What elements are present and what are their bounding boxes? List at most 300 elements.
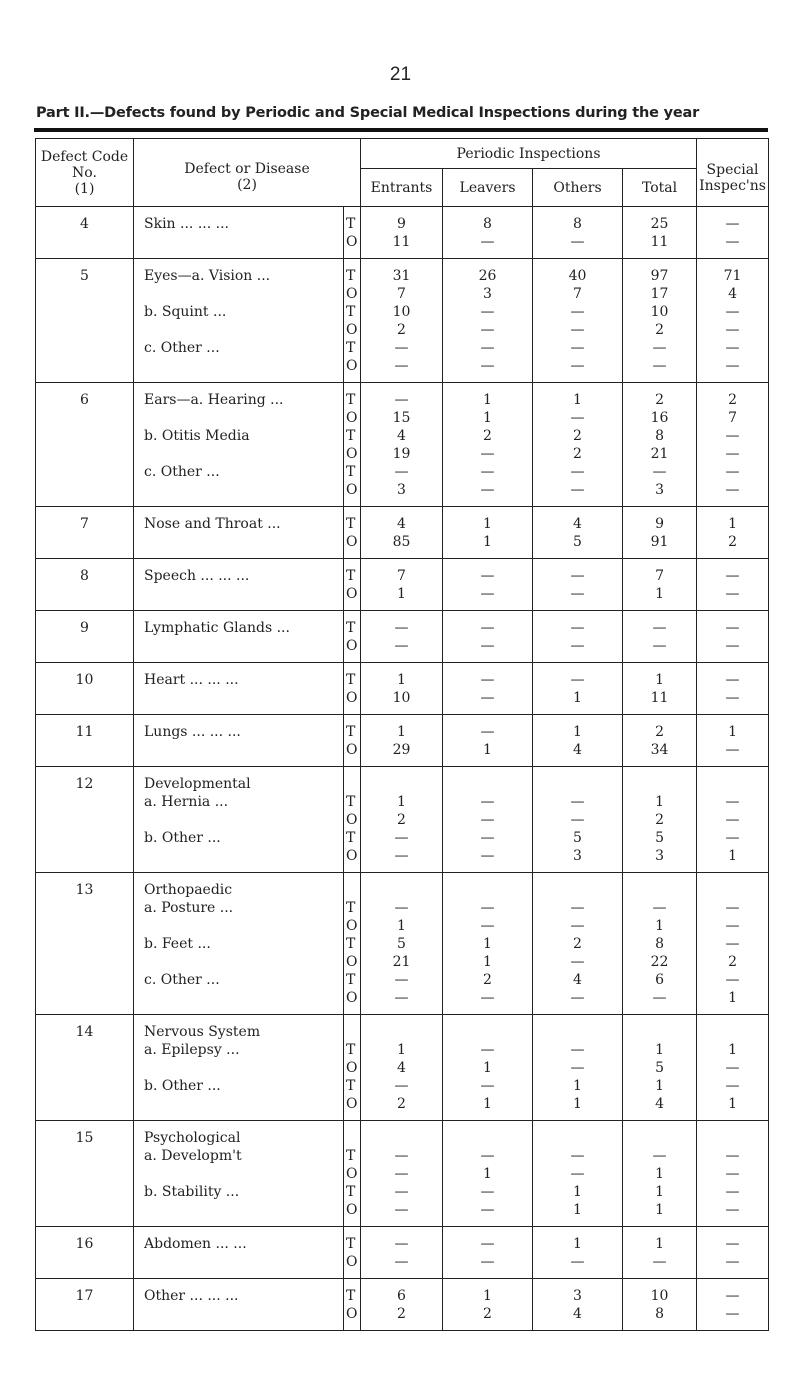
total-value: — (652, 990, 667, 1006)
spacer (443, 775, 532, 793)
type-marker: T (346, 268, 356, 284)
defect-label: Nose and Throat ... (144, 516, 281, 532)
spacer (361, 775, 442, 793)
defect-label-cell (134, 767, 344, 873)
special-value: 1 (728, 848, 737, 864)
defect-code-cell (36, 507, 134, 559)
defect-label: Ears—a. Hearing ... (144, 392, 284, 408)
total-value: 2 (655, 392, 664, 408)
table-row (36, 259, 769, 383)
special-value: — (725, 1078, 740, 1094)
spacer (344, 1023, 360, 1041)
defect-code-cell (36, 611, 134, 663)
total-value: 1 (655, 672, 664, 688)
total-value: 1 (655, 1236, 664, 1252)
leavers-cell (443, 1121, 533, 1227)
total-value: 17 (650, 286, 669, 302)
total-value: 5 (655, 1060, 664, 1076)
leavers-value: 1 (483, 534, 492, 550)
leavers-value: — (480, 586, 495, 602)
defect-label-cell (134, 663, 344, 715)
group-heading: Psychological (144, 1130, 241, 1146)
defect-code-cell (36, 383, 134, 507)
defect-label: b. Otitis Media (144, 428, 250, 444)
total-value: 3 (655, 482, 664, 498)
defect-label (134, 847, 343, 865)
entrants-value: 2 (397, 1096, 406, 1112)
entrants-value: — (394, 392, 409, 408)
special-value: 2 (728, 534, 737, 550)
leavers-value: — (480, 918, 495, 934)
others-value: 40 (568, 268, 587, 284)
total-cell (623, 1279, 697, 1331)
leavers-value: 26 (478, 268, 497, 284)
leavers-value: 1 (483, 392, 492, 408)
total-value: 3 (655, 848, 664, 864)
entrants-cell (361, 1279, 443, 1331)
defect-label (134, 953, 343, 971)
leavers-value: — (480, 638, 495, 654)
type-cell (344, 383, 361, 507)
type-marker: T (346, 1184, 356, 1200)
defect-label (134, 1095, 343, 1113)
type-marker: O (346, 358, 358, 374)
type-marker: T (346, 724, 356, 740)
special-value: — (725, 482, 740, 498)
defect-code-cell (36, 207, 134, 259)
leavers-cell (443, 559, 533, 611)
total-value: 1 (655, 1042, 664, 1058)
type-marker: O (346, 286, 358, 302)
type-marker: O (346, 534, 358, 550)
entrants-value: 1 (397, 586, 406, 602)
type-cell (344, 559, 361, 611)
leavers-value: 1 (483, 1288, 492, 1304)
special-value: 1 (728, 1042, 737, 1058)
special-value: — (725, 812, 740, 828)
entrants-value: 31 (392, 268, 411, 284)
special-value: — (725, 1236, 740, 1252)
others-value: 1 (573, 690, 582, 706)
defect-label: Lungs ... ... ... (144, 724, 241, 740)
table-row (36, 715, 769, 767)
total-value: 21 (650, 446, 669, 462)
total-value: 1 (655, 586, 664, 602)
others-cell (533, 1121, 623, 1227)
spacer (533, 881, 622, 899)
entrants-value: — (394, 464, 409, 480)
total-cell (623, 383, 697, 507)
entrants-cell (361, 1227, 443, 1279)
defect-code: 12 (75, 776, 94, 792)
total-value: 16 (650, 410, 669, 426)
special-value: — (725, 1184, 740, 1200)
others-value: 4 (573, 972, 582, 988)
entrants-value: 9 (397, 216, 406, 232)
others-value: 4 (573, 1306, 582, 1322)
special-value: 2 (728, 954, 737, 970)
defect-label (134, 285, 343, 303)
defect-label-cell (134, 383, 344, 507)
table-row (36, 207, 769, 259)
special-value: 1 (728, 1096, 737, 1112)
others-value: — (570, 340, 585, 356)
entrants-value: 10 (392, 304, 411, 320)
total-value: — (652, 900, 667, 916)
special-cell (697, 1279, 769, 1331)
defect-label (134, 1059, 343, 1077)
others-value: — (570, 1166, 585, 1182)
special-value: — (725, 620, 740, 636)
entrants-value: 2 (397, 322, 406, 338)
others-value: — (570, 304, 585, 320)
special-value: 1 (728, 990, 737, 1006)
others-cell (533, 1279, 623, 1331)
leavers-cell (443, 611, 533, 663)
special-cell (697, 767, 769, 873)
total-value: — (652, 638, 667, 654)
leavers-value: — (480, 234, 495, 250)
leavers-value: 2 (483, 428, 492, 444)
table-body (36, 207, 769, 1331)
special-value: 71 (723, 268, 742, 284)
entrants-value: — (394, 848, 409, 864)
spacer (344, 775, 360, 793)
type-marker: T (346, 1148, 356, 1164)
total-cell (623, 1227, 697, 1279)
leavers-value: 1 (483, 1060, 492, 1076)
defect-label: a. Developm't (144, 1148, 242, 1164)
others-value: — (570, 1042, 585, 1058)
entrants-value: 1 (397, 724, 406, 740)
entrants-value: 4 (397, 1060, 406, 1076)
type-cell (344, 1121, 361, 1227)
entrants-value: 7 (397, 568, 406, 584)
leavers-value: — (480, 1148, 495, 1164)
defect-label (134, 741, 343, 759)
total-value: 7 (655, 568, 664, 584)
defect-code: 14 (75, 1024, 94, 1040)
type-marker: T (346, 216, 356, 232)
others-cell (533, 873, 623, 1015)
defect-code-cell (36, 767, 134, 873)
special-cell (697, 207, 769, 259)
header-leavers: Leavers (443, 169, 533, 207)
entrants-value: 1 (397, 918, 406, 934)
type-marker: T (346, 568, 356, 584)
others-cell (533, 663, 623, 715)
spacer (361, 881, 442, 899)
others-value: — (570, 900, 585, 916)
entrants-value: — (394, 1202, 409, 1218)
total-value: 1 (655, 1078, 664, 1094)
type-marker: T (346, 620, 356, 636)
type-marker: T (346, 900, 356, 916)
defect-code-cell (36, 663, 134, 715)
entrants-value: 85 (392, 534, 411, 550)
header-code-no (36, 139, 134, 207)
leavers-value: 2 (483, 1306, 492, 1322)
defect-code-cell (36, 259, 134, 383)
leavers-value: 8 (483, 216, 492, 232)
leavers-value: — (480, 794, 495, 810)
others-cell (533, 611, 623, 663)
type-cell (344, 611, 361, 663)
total-value: 10 (650, 1288, 669, 1304)
type-marker: O (346, 1254, 358, 1270)
special-cell (697, 1227, 769, 1279)
defect-label (134, 357, 343, 375)
entrants-value: 6 (397, 1288, 406, 1304)
spacer (623, 1129, 696, 1147)
table-row (36, 611, 769, 663)
special-value: — (725, 568, 740, 584)
leavers-value: — (480, 464, 495, 480)
type-cell (344, 207, 361, 259)
type-marker: T (346, 340, 356, 356)
defect-label-cell (134, 259, 344, 383)
entrants-value: — (394, 1166, 409, 1182)
type-cell (344, 1015, 361, 1121)
leavers-value: — (480, 1254, 495, 1270)
entrants-value: — (394, 358, 409, 374)
others-value: 1 (573, 1236, 582, 1252)
leavers-value: — (480, 1042, 495, 1058)
group-heading: Developmental (144, 776, 251, 792)
defect-label: a. Hernia ... (144, 794, 229, 810)
leavers-value: 1 (483, 742, 492, 758)
defect-label (134, 533, 343, 551)
entrants-value: 3 (397, 482, 406, 498)
special-value: — (725, 428, 740, 444)
defect-label: c. Other ... (144, 972, 220, 988)
type-cell (344, 767, 361, 873)
type-marker: T (346, 1288, 356, 1304)
leavers-value: — (480, 690, 495, 706)
table-row (36, 1121, 769, 1227)
defect-label (134, 1305, 343, 1323)
defect-label-cell (134, 873, 344, 1015)
header-defect (134, 139, 361, 207)
defect-label: Speech ... ... ... (144, 568, 250, 584)
leavers-cell (443, 873, 533, 1015)
defect-label (134, 445, 343, 463)
total-cell (623, 715, 697, 767)
total-value: 11 (650, 690, 669, 706)
defect-code: 4 (80, 216, 89, 232)
defect-code-cell (36, 1227, 134, 1279)
type-cell (344, 663, 361, 715)
entrants-value: — (394, 830, 409, 846)
header-total: Total (623, 169, 697, 207)
total-value: 34 (650, 742, 669, 758)
others-value: 1 (573, 1202, 582, 1218)
spacer (623, 775, 696, 793)
total-cell (623, 507, 697, 559)
entrants-cell (361, 259, 443, 383)
leavers-cell (443, 1227, 533, 1279)
leavers-cell (443, 1015, 533, 1121)
entrants-value: 29 (392, 742, 411, 758)
special-value: 1 (728, 516, 737, 532)
header-code-no-index: (1) (74, 180, 95, 197)
others-cell (533, 259, 623, 383)
special-cell (697, 559, 769, 611)
entrants-value: 2 (397, 1306, 406, 1322)
type-marker: O (346, 1060, 358, 1076)
special-cell (697, 611, 769, 663)
type-marker: O (346, 638, 358, 654)
defect-label: Other ... ... ... (144, 1288, 239, 1304)
others-value: — (570, 1060, 585, 1076)
type-marker: T (346, 464, 356, 480)
defect-label (134, 689, 343, 707)
defect-label-cell (134, 507, 344, 559)
leavers-value: — (480, 1236, 495, 1252)
entrants-value: 19 (392, 446, 411, 462)
total-cell (623, 1015, 697, 1121)
entrants-cell (361, 611, 443, 663)
defect-code: 17 (75, 1288, 94, 1304)
special-value: 4 (728, 286, 737, 302)
entrants-value: — (394, 1236, 409, 1252)
others-cell (533, 507, 623, 559)
type-marker: O (346, 410, 358, 426)
type-marker: O (346, 954, 358, 970)
type-cell (344, 1279, 361, 1331)
leavers-value: 1 (483, 1166, 492, 1182)
others-value: 4 (573, 742, 582, 758)
total-value: 91 (650, 534, 669, 550)
defect-label: b. Other ... (144, 830, 221, 846)
leavers-value: — (480, 830, 495, 846)
others-value: 3 (573, 1288, 582, 1304)
spacer (533, 775, 622, 793)
defect-code: 6 (80, 392, 89, 408)
leavers-cell (443, 207, 533, 259)
defect-code: 8 (80, 568, 89, 584)
defect-label: b. Feet ... (144, 936, 211, 952)
special-value: 2 (728, 392, 737, 408)
header-defect-index: (2) (237, 176, 257, 193)
special-cell (697, 507, 769, 559)
others-value: — (570, 918, 585, 934)
others-value: — (570, 410, 585, 426)
type-marker: T (346, 428, 356, 444)
type-marker: O (346, 1202, 358, 1218)
total-value: — (652, 358, 667, 374)
spacer (344, 881, 360, 899)
defect-label: c. Other ... (144, 464, 220, 480)
leavers-cell (443, 383, 533, 507)
special-value: — (725, 234, 740, 250)
defect-label (134, 321, 343, 339)
others-value: — (570, 672, 585, 688)
total-value: 2 (655, 724, 664, 740)
special-value: — (725, 464, 740, 480)
defect-code-cell (36, 873, 134, 1015)
leavers-value: — (480, 1184, 495, 1200)
total-value: 1 (655, 1202, 664, 1218)
special-value: — (725, 972, 740, 988)
type-marker: T (346, 1236, 356, 1252)
others-value: 5 (573, 830, 582, 846)
total-value: 10 (650, 304, 669, 320)
leavers-cell (443, 507, 533, 559)
total-value: 25 (650, 216, 669, 232)
defect-code: 15 (75, 1130, 94, 1146)
defect-label: b. Squint ... (144, 304, 227, 320)
spacer (623, 1023, 696, 1041)
total-cell (623, 767, 697, 873)
defect-code: 11 (75, 724, 94, 740)
special-value: — (725, 742, 740, 758)
leavers-value: — (480, 620, 495, 636)
total-value: 8 (655, 428, 664, 444)
defect-label: a. Epilepsy ... (144, 1042, 240, 1058)
total-value: 1 (655, 918, 664, 934)
spacer (533, 1023, 622, 1041)
page-number: 21 (389, 64, 412, 85)
defects-table (35, 138, 769, 1331)
table-row (36, 559, 769, 611)
total-value: — (652, 340, 667, 356)
leavers-value: — (480, 358, 495, 374)
entrants-value: 4 (397, 428, 406, 444)
type-marker: T (346, 1042, 356, 1058)
header-code-no-label: Defect Code No. (40, 148, 129, 181)
leavers-value: — (480, 568, 495, 584)
spacer (361, 1023, 442, 1041)
special-value: — (725, 358, 740, 374)
defect-label: Skin ... ... ... (144, 216, 229, 232)
table-row (36, 663, 769, 715)
table-row (36, 1227, 769, 1279)
leavers-value: — (480, 990, 495, 1006)
defect-label (134, 917, 343, 935)
header-periodic: Periodic Inspections (361, 139, 697, 169)
total-cell (623, 873, 697, 1015)
total-value: 8 (655, 1306, 664, 1322)
special-value: — (725, 322, 740, 338)
spacer (344, 1129, 360, 1147)
type-marker: T (346, 794, 356, 810)
type-cell (344, 507, 361, 559)
entrants-cell (361, 663, 443, 715)
special-value: — (725, 1288, 740, 1304)
others-cell (533, 383, 623, 507)
spacer (697, 1129, 768, 1147)
entrants-cell (361, 507, 443, 559)
others-value: 1 (573, 1184, 582, 1200)
special-cell (697, 663, 769, 715)
leavers-value: — (480, 724, 495, 740)
table-row (36, 1279, 769, 1331)
header-entrants: Entrants (361, 169, 443, 207)
entrants-value: 7 (397, 286, 406, 302)
leavers-value: — (480, 1202, 495, 1218)
others-value: 1 (573, 392, 582, 408)
special-value: — (725, 936, 740, 952)
defect-code: 16 (75, 1236, 94, 1252)
total-value: 5 (655, 830, 664, 846)
others-value: 3 (573, 848, 582, 864)
leavers-cell (443, 663, 533, 715)
entrants-value: 15 (392, 410, 411, 426)
header-others: Others (533, 169, 623, 207)
others-value: — (570, 568, 585, 584)
entrants-value: 1 (397, 1042, 406, 1058)
